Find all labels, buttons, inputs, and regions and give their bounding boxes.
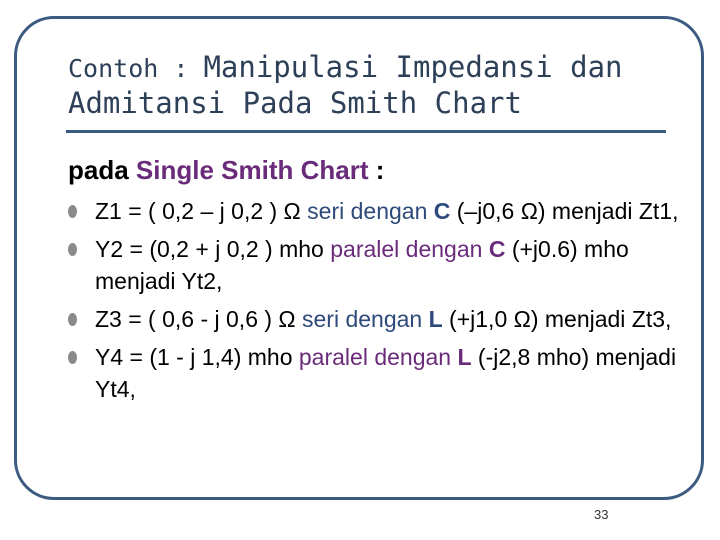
bullet-component: C (433, 198, 451, 224)
title-divider (66, 130, 666, 133)
bullet-item (68, 195, 688, 227)
title-line1: Manipulasi Impedansi dan (203, 50, 623, 84)
bullet-text-part: seri dengan (300, 198, 434, 224)
bullet-component: C (488, 236, 506, 262)
bullet-text-part: Z3 = ( 0,6 - j 0,6 ) Ω (95, 306, 296, 332)
subtitle-before: pada (68, 155, 136, 185)
bullet-component: L (428, 306, 443, 332)
bullet-item (68, 233, 688, 297)
bullet-text-part: (–j0,6 Ω) menjadi Zt1, (450, 198, 679, 224)
bullet-component: L (457, 344, 472, 370)
bullet-text-part: Y4 = (1 - j 1,4) mho (95, 344, 299, 370)
bullet-item (68, 303, 688, 335)
bullet-dot-icon (68, 243, 77, 256)
bullet-dot-icon (68, 205, 77, 218)
bullet-item (68, 341, 688, 405)
bullet-list (68, 195, 688, 411)
subtitle-highlight: Single Smith Chart (135, 155, 369, 185)
title-line2: Admitansi Pada Smith Chart (68, 86, 522, 120)
bullet-text-part: Y2 = (0,2 + j 0,2 ) mho (95, 236, 331, 262)
subtitle-after: : (368, 155, 385, 185)
bullet-text-part: (+j0.6) mho menjadi Yt2, (95, 236, 629, 294)
bullet-text-part: seri dengan (295, 306, 429, 332)
bullet-text-part: Z1 = ( 0,2 – j 0,2 ) Ω (95, 198, 301, 224)
bullet-dot-icon (68, 313, 77, 326)
bullet-text-part: (+j1,0 Ω) menjadi Zt3, (442, 306, 672, 332)
bullet-text-part: paralel dengan (298, 344, 458, 370)
bullet-dot-icon (68, 351, 77, 364)
page-number: 33 (594, 507, 609, 522)
bullet-text-part: (-j2,8 mho) menjadi Yt4, (95, 344, 677, 402)
bullet-text-part: paralel dengan (330, 236, 489, 262)
slide-title (68, 50, 668, 122)
slide-subtitle (68, 155, 384, 186)
title-prefix: Contoh : (68, 54, 204, 83)
